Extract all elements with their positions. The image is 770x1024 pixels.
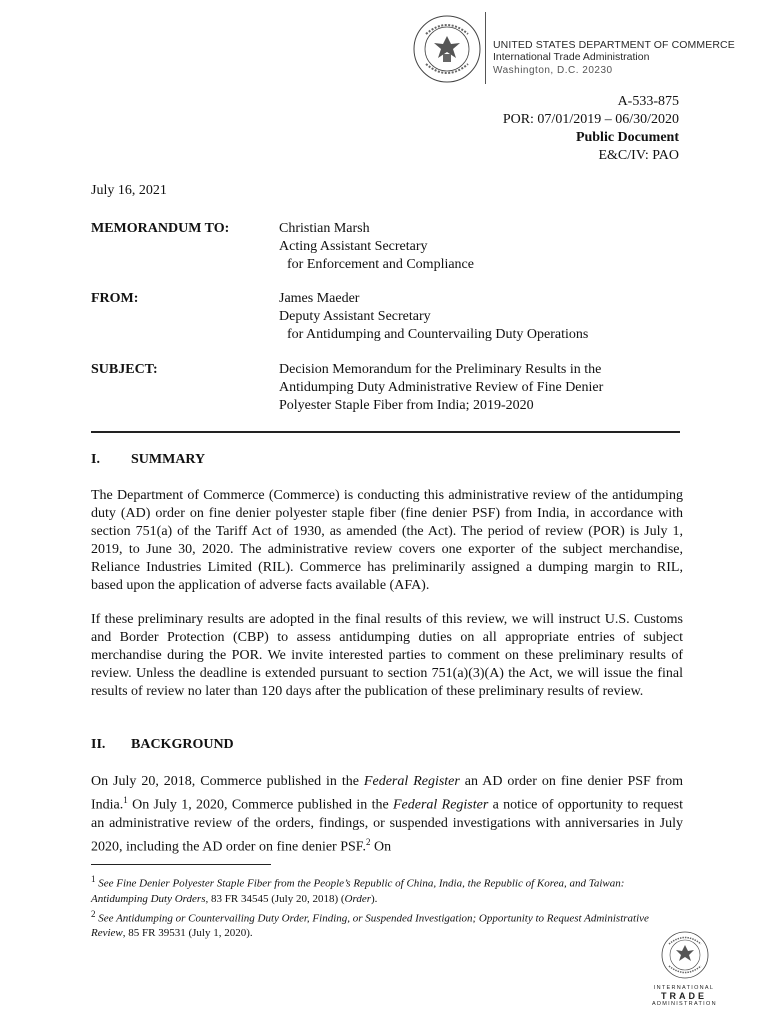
from-line: Deputy Assistant Secretary [279, 309, 431, 324]
to-label: MEMORANDUM TO: [91, 221, 230, 236]
memo-date: July 16, 2021 [91, 183, 167, 198]
section-title: BACKGROUND [131, 737, 234, 752]
section-title: SUMMARY [131, 452, 206, 467]
ita-seal-icon [660, 930, 710, 980]
subject-line: Polyester Staple Fiber from India; 2019-2020 [279, 398, 534, 413]
document-type: Public Document [575, 130, 679, 145]
header-rule [91, 431, 680, 433]
subject-line: Decision Memorandum for the Preliminary Results in the [279, 362, 602, 377]
footnotes [91, 872, 671, 941]
footnote-ref[interactable]: 2 [365, 836, 371, 847]
agency-address: Washington, D.C. 20230 [493, 65, 613, 76]
to-line: Acting Assistant Secretary [279, 239, 428, 254]
background-paragraph [91, 773, 683, 856]
footnote-text: , 85 FR 39531 (July 1, 2020). [122, 927, 253, 940]
ita-line-1: INTERNATIONAL [653, 985, 715, 991]
footnote-number: 2 [91, 908, 96, 919]
agency-name: UNITED STATES DEPARTMENT OF COMMERCE [493, 39, 735, 51]
to-line: for Enforcement and Compliance [287, 257, 474, 272]
footnote-2 [91, 907, 671, 942]
agency-subname: International Trade Administration [493, 51, 650, 63]
subject-label: SUBJECT: [91, 362, 158, 377]
text-run: On July 1, 2020, Commerce published in the [127, 797, 393, 813]
to-line: Christian Marsh [279, 221, 370, 236]
period-of-review: POR: 07/01/2019 – 06/30/2020 [502, 112, 679, 127]
footnote-ref[interactable]: 1 [123, 795, 128, 805]
from-label: FROM: [91, 291, 139, 306]
text-run: On July 20, 2018, Commerce published in the [91, 774, 364, 789]
section-summary-heading [91, 452, 205, 468]
footnote-1 [91, 872, 671, 907]
section-background-heading [91, 737, 234, 753]
ita-line-2: TRADE [661, 991, 707, 1001]
footnote-number: 1 [91, 874, 96, 884]
text-run: On [370, 839, 392, 855]
summary-paragraph-2: If these preliminary results are adopted in the final results of this review, we will instruct U.S. Customs and Border Protection (CBP) to assess antidumping duties on all appropriate entries of subject merchandise during the POR. We invite interested parties to comment on these preliminary results of review. Unless the deadline is extended pursuant to section 751(a)(3)(A) the Act, we will issue the final results of review no later than 120 days after the publication of these preliminary results of review. [91, 612, 683, 699]
case-number: A-533-875 [617, 94, 679, 109]
subject-line: Antidumping Duty Administrative Review of Fine Denier [279, 380, 604, 395]
office-code: E&C/IV: PAO [598, 148, 679, 163]
footnote-short-name: Order [344, 892, 371, 905]
subject-value [279, 361, 699, 415]
footnote-rule [91, 864, 271, 865]
to-value [279, 220, 699, 274]
reference-block [503, 93, 679, 165]
ita-line-3: ADMINISTRATION [652, 1001, 717, 1007]
from-line: for Antidumping and Countervailing Duty Operations [287, 327, 589, 342]
commerce-seal-icon [412, 14, 482, 84]
footnote-text: 83 FR 34545 (July 20, 2018) ( [208, 892, 345, 905]
from-value [279, 290, 699, 344]
agency-block [493, 39, 735, 77]
summary-paragraph-1: The Department of Commerce (Commerce) is conducting this administrative review of the antidumping duty (AD) order on fine denier polyester staple fiber (fine denier PSF) from India, in accordance with section 751(a) of the Tariff Act of 1930, as amended (the Act). The period of review (POR) is July 1, 2019, to June 30, 2020. The administrative review covers one exporter of the subject merchandise, Reliance Industries Limited (RIL). Commerce has preliminarily assigned a dumping margin to RIL, based upon the application of adverse facts available (AFA). [91, 488, 683, 593]
text-run: an AD order on fine denier PSF from India. [91, 774, 683, 813]
ita-wordmark [652, 985, 716, 1007]
footnote-text: ). [371, 892, 378, 905]
footnote-citation: See Antidumping or Countervailing Duty Order, Finding, or Suspended Investigation; Opportunity to Request Administrative Review [91, 912, 649, 940]
section-number: II. [91, 737, 106, 752]
from-line: James Maeder [279, 291, 360, 306]
footnote-citation: See Fine Denier Polyester Staple Fiber from the People’s Republic of China, India, the Republic of Korea, and Taiwan: Antidumping Duty Orders, [91, 877, 625, 905]
letterhead-divider [485, 12, 486, 84]
text-run: a notice of opportunity to request an administrative review of the orders, findings, or suspended investigations with anniversaries in July 2020, including the AD order on fine denier PSF. [91, 797, 683, 855]
federal-register-ref: Federal Register [393, 797, 489, 813]
section-number: I. [91, 452, 100, 467]
federal-register-ref: Federal Register [363, 774, 460, 789]
